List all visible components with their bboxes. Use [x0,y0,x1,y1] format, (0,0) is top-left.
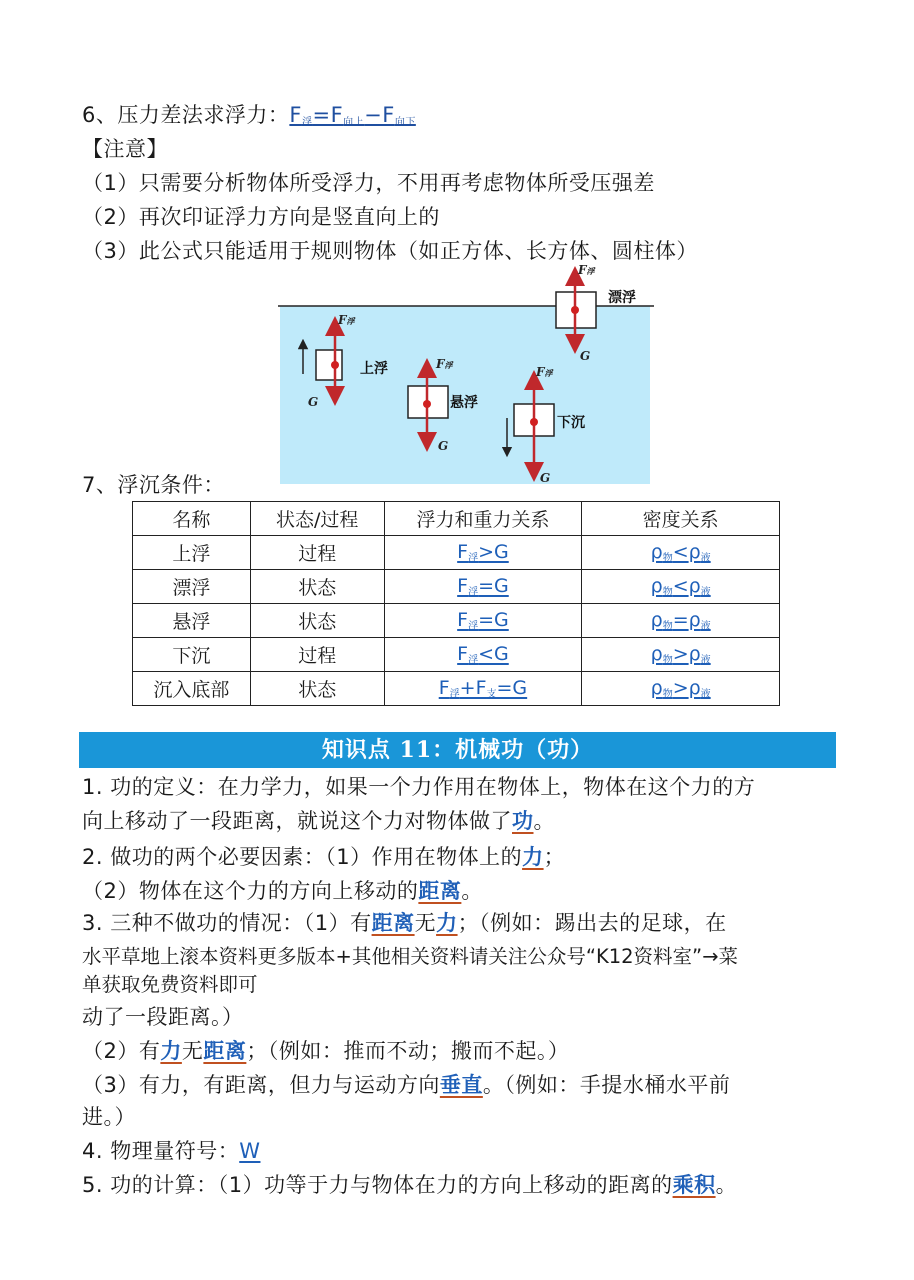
svg-text:F浮: F浮 [578,263,595,277]
table-header-row [133,502,780,536]
table-row: 漂浮 状态 $F_浮=G$ $\rho_物<\rho_液$ [133,570,780,604]
section-banner: 知识点 11：机械功（功） [79,732,836,768]
state-label-rising: 上浮 [360,361,388,377]
table-row: 上浮 过程 $F_浮>G$ $\rho_物<\rho_液$ [133,536,780,570]
svg-text:G: G [580,349,591,363]
svg-text:G: G [438,439,449,453]
work-symbol-line: 4. 物理量符号：W [82,1139,261,1163]
state-label-suspended: 悬浮 [450,395,478,411]
pressure-difference-formula: $F_浮=F_{向上}-F_{向下}$ [289,103,416,128]
col-state: 状态/过程 [250,502,384,536]
no-work-case1: 3. 三种不做功的情况：（1）有距离无力；（例如：踢出去的足球，在 [82,911,727,935]
promo-line2: 单获取免费资料即可 [82,973,258,996]
table-row: 悬浮 状态 $F_浮=G$ $\rho_物=\rho_液$ [133,604,780,638]
svg-text:F浮: F浮 [338,313,355,327]
note-title: 【注意】 [82,137,168,161]
section6-heading-line [82,100,416,138]
state-label-floating: 漂浮 [608,290,636,306]
section6-heading: 6、压力差法求浮力： [82,103,290,127]
note-1: （1）只需要分析物体所受浮力，不用再考虑物体所受压强差 [82,171,655,195]
section7-heading: 7、浮沉条件： [82,473,225,497]
no-work-case3-end: 进。） [82,1105,136,1129]
work-calculation-line: 5. 功的计算：（1）功等于力与物体在力的方向上移动的距离的乘积。 [82,1173,738,1197]
table-row: 下沉 过程 $F_浮<G$ $\rho_物>\rho_液$ [133,638,780,672]
no-work-case2: （2）有力无距离；（例如：推而不动；搬而不起。） [82,1039,570,1063]
note-3: （3）此公式只能适用于规则物体（如正方体、长方体、圆柱体） [82,239,698,263]
buoyancy-diagram [278,262,654,484]
col-force: 浮力和重力关系 [384,502,582,536]
state-label-sinking: 下沉 [557,415,585,431]
no-work-case1-end: 动了一段距离。） [82,1005,244,1029]
svg-text:G: G [308,395,319,409]
svg-text:F浮: F浮 [536,365,553,379]
svg-text:G: G [540,471,551,484]
note-2: （2）再次印证浮力方向是竖直向上的 [82,205,440,229]
col-name: 名称 [133,502,251,536]
work-factors-line2: （2）物体在这个力的方向上移动的距离。 [82,879,483,903]
table-row: 沉入底部 状态 $F_浮+F_支=G$ $\rho_物>\rho_液$ [133,672,780,706]
float-sink-table [132,501,780,706]
svg-text:F浮: F浮 [436,357,453,371]
work-definition-line1: 1. 功的定义：在力学力，如果一个力作用在物体上，物体在这个力的方 [82,775,756,799]
promo-line1: 水平草地上滚本资料更多版本+其他相关资料请关注公众号“K12资料室”→菜 [82,945,738,968]
col-density: 密度关系 [582,502,780,536]
work-factors-line1: 2. 做功的两个必要因素：（1）作用在物体上的力； [82,845,566,869]
work-definition-line2: 向上移动了一段距离，就说这个力对物体做了功。 [82,809,555,833]
no-work-case3: （3）有力，有距离，但力与运动方向垂直。（例如：手提水桶水平前 [82,1073,731,1097]
